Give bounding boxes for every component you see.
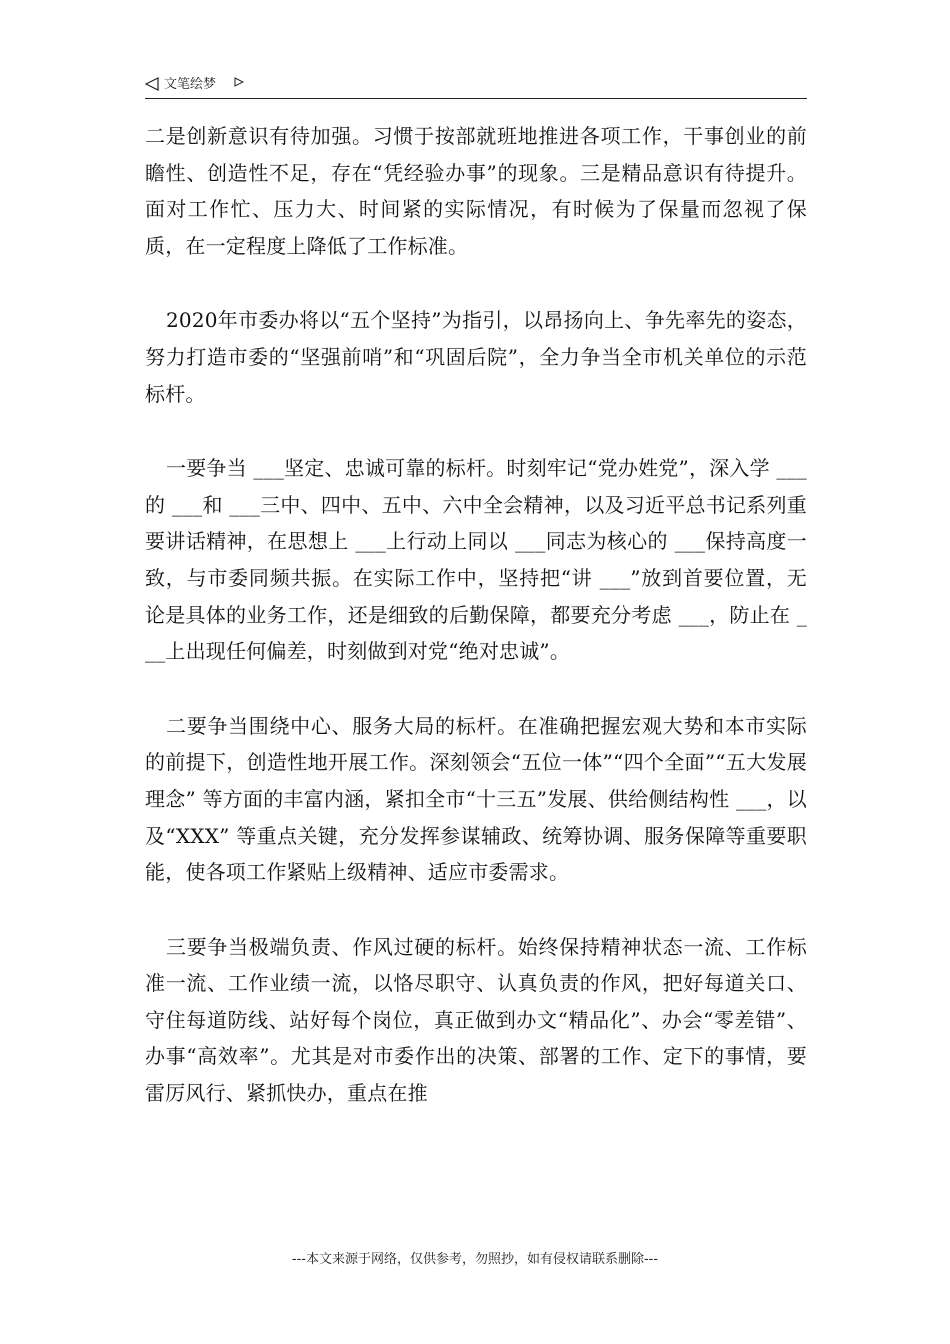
page-header: [145, 74, 807, 99]
brand-name: 文笔绘梦: [164, 77, 217, 92]
triangle-right-icon: [234, 77, 244, 87]
paragraph-4: 二要争当围绕中心、服务大局的标杆。在准确把握宏观大势和本市实际的前提下，创造性地开展工作。深刻领会“五位一体”“四个全面”“五大发展理念” 等方面的丰富内涵，紧扣全市“十三五”发展、供给侧结构性 ___，以及“XXX” 等重点关键，充分发挥参谋辅政、统筹协调、服务保障等重要职能，使各项工作紧贴上级精神、适应市委需求。: [145, 713, 807, 885]
page-footer: ---本文来源于网络，仅供参考，勿照抄，如有侵权请联系删除---: [291, 1252, 659, 1267]
triangle-left-icon: [145, 77, 159, 91]
paragraph-5: 三要争当极端负责、作风过硬的标杆。始终保持精神状态一流、工作标准一流、工作业绩一流，以恪尽职守、认真负责的作风，把好每道关口、守住每道防线、站好每个岗位，真正做到办文“精品化”、办会“零差错”、办事“高效率”。尤其是对市委作出的决策、部署的工作、定下的事情，要雷厉风行、紧抓快办，重点在推: [145, 934, 807, 1106]
paragraph-2: 2020年市委办将以“五个坚持”为指引，以昂扬向上、争先率先的姿态，努力打造市委的“坚强前哨”和“巩固后院”，全力争当全市机关单位的示范标杆。: [145, 308, 807, 406]
paragraph-1: 二是创新意识有待加强。习惯于按部就班地推进各项工作，干事创业的前瞻性、创造性不足，存在“凭经验办事”的现象。三是精品意识有待提升。面对工作忙、压力大、时间紧的实际情况，有时候为了保量而忽视了保质，在一定程度上降低了工作标准。: [145, 124, 807, 258]
paragraph-3: 一要争当 ___坚定、忠诚可靠的标杆。时刻牢记“党办姓党”，深入学 ___的 ___和 ___三中、四中、五中、六中全会精神，以及习近平总书记系列重要讲话精神，在思想上 ___上行动上同以 ___同志为核心的 ___保持高度一致，与市委同频共振。在实际工作中，坚持把“讲 ___”放到首要位置，无论是具体的业务工作，还是细致的后勤保障，都要充分考虑 ___，防止在 ___上出现任何偏差，时刻做到对党“绝对忠诚”。: [145, 456, 807, 664]
document-body: [145, 118, 807, 1150]
